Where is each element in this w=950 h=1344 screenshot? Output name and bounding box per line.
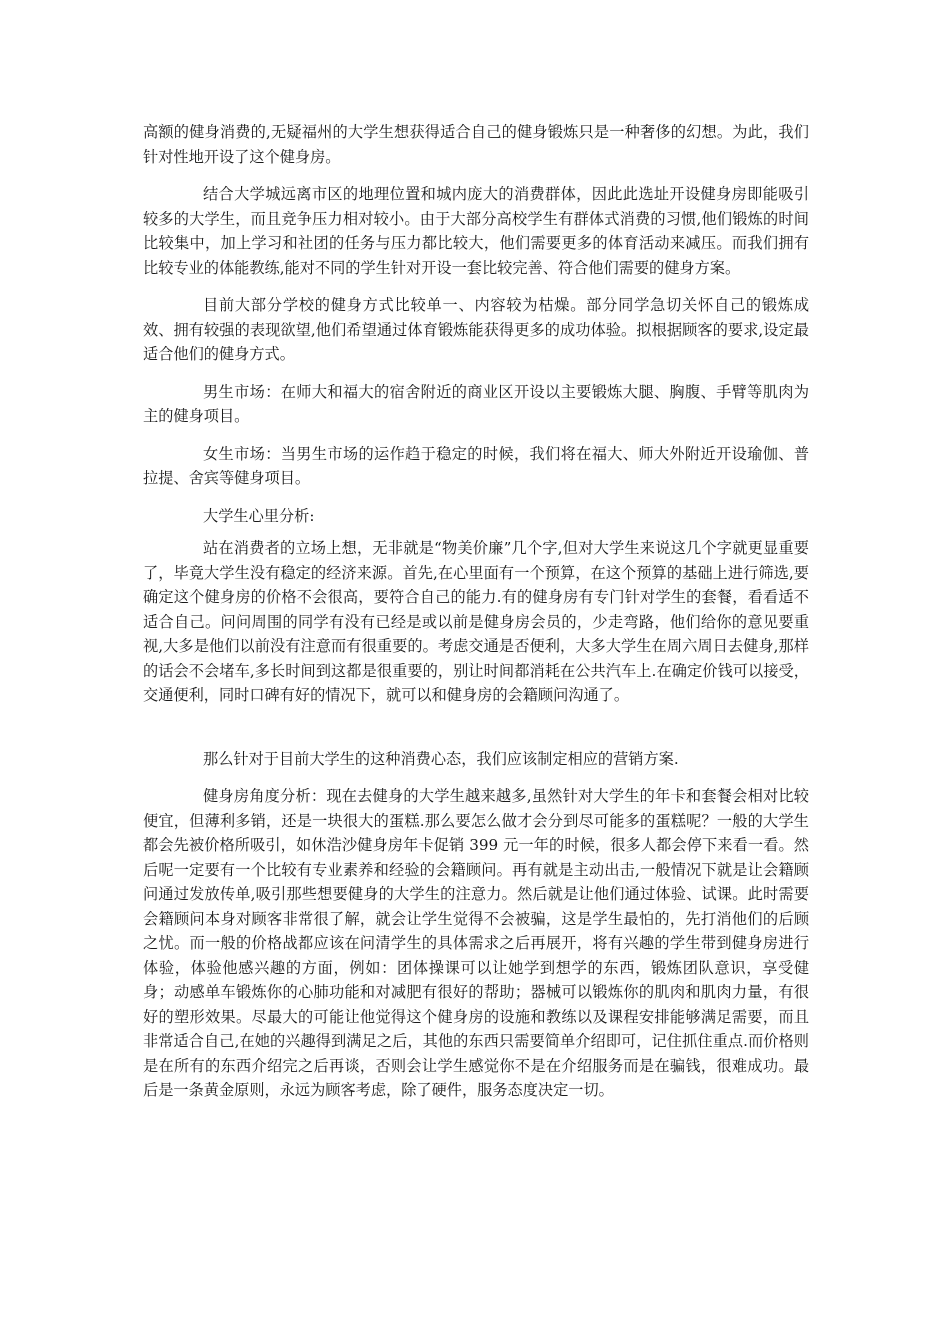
paragraph-location: 结合大学城远离市区的地理位置和城内庞大的消费群体，因此此选址开设健身房即能吸引较多的大学生，而且竞争压力相对较小。由于大部分高校学生有群体式消费的习惯,他们锻炼的时间比较集中，加上学习和社团的任务与压力都比较大，他们需要更多的体育活动来减压。而我们拥有比较专业的体能教练,能对不同的学生针对开设一套比较完善、符合他们需要的健身方案。 [143,185,809,277]
paragraph-male-market: 男生市场：在师大和福大的宿舍附近的商业区开设以主要锻炼大腿、胸腹、手臂等肌肉为主的健身项目。 [143,382,809,425]
paragraph-consumer-perspective: 站在消费者的立场上想，无非就是“物美价廉”几个字,但对大学生来说这几个字就更显重要了，毕竟大学生没有稳定的经济来源。首先,在心里面有一个预算，在这个预算的基础上进行筛选,要确定这个健身房的价格不会很高，要符合自己的能力.有的健身房有专门针对学生的套餐，看看适不适合自己。问问周围的同学有没有已经是或以前是健身房会员的，少走弯路，他们给你的意见要重视,大多是他们以前没有注意而有很重要的。考虑交通是否便利，大多大学生在周六周日去健身,那样的话会不会堵车,多长时间到这都是很重要的，别让时间都消耗在公共汽车上.在确定价钱可以接受，交通便利，同时口碑有好的情况下，就可以和健身房的会籍顾问沟通了。 [143,539,809,704]
blank-line [143,721,809,747]
paragraph-marketing-plan-intro: 那么针对于目前大学生的这种消费心态，我们应该制定相应的营销方案. [203,749,679,768]
section-heading-student-psychology: 大学生心里分析: [203,506,315,525]
paragraph-intro-continuation: 高额的健身消费的,无疑福州的大学生想获得适合自己的健身锻炼只是一种奢侈的幻想。为此，我们针对性地开设了这个健身房。 [143,123,809,166]
document-body [143,120,809,1116]
paragraph-current-situation: 目前大部分学校的健身方式比较单一、内容较为枯燥。部分同学急切关怀自己的锻炼成效、拥有较强的表现欲望,他们希望通过体育锻炼能获得更多的成功体验。拟根据顾客的要求,设定最适合他们的健身方式。 [143,296,809,363]
paragraph-female-market: 女生市场：当男生市场的运作趋于稳定的时候，我们将在福大、师大外附近开设瑜伽、普拉提、舍宾等健身项目。 [143,444,809,487]
paragraph-gym-perspective: 健身房角度分析：现在去健身的大学生越来越多,虽然针对大学生的年卡和套餐会相对比较便宜，但薄利多销，还是一块很大的蛋糕.那么要怎么做才会分到尽可能多的蛋糕呢？一般的大学生都会先被价格所吸引，如休浩沙健身房年卡促销 399 元一年的时候，很多人都会停下来看一看。然后呢一定要有一个比较有专业素养和经验的会籍顾问。再有就是主动出击,一般情况下就是让会籍顾问通过发放传单,吸引那些想要健身的大学生的注意力。然后就是让他们通过体验、试课。此时需要会籍顾问本身对顾客非常很了解，就会让学生觉得不会被骗，这是学生最怕的，先打消他们的后顾之忧。而一般的价格战都应该在问清学生的具体需求之后再展开，将有兴趣的学生带到健身房进行体验，体验他感兴趣的方面，例如：团体操课可以让她学到想学的东西，锻炼团队意识，享受健身；动感单车锻炼你的心肺功能和对减肥有很好的帮助；器械可以锻炼你的肌肉和肌肉力量，有很好的塑形效果。尽最大的可能让他觉得这个健身房的设施和教练以及课程安排能够满足需要，而且非常适合自己,在她的兴趣得到满足之后，其他的东西只需要简单介绍即可，记住抓住重点.而价格则是在所有的东西介绍完之后再谈，否则会让学生感觉你不是在介绍服务而是在骗钱，很难成功。最后是一条黄金原则，永远为顾客考虑，除了硬件，服务态度决定一切。 [143,787,809,1099]
